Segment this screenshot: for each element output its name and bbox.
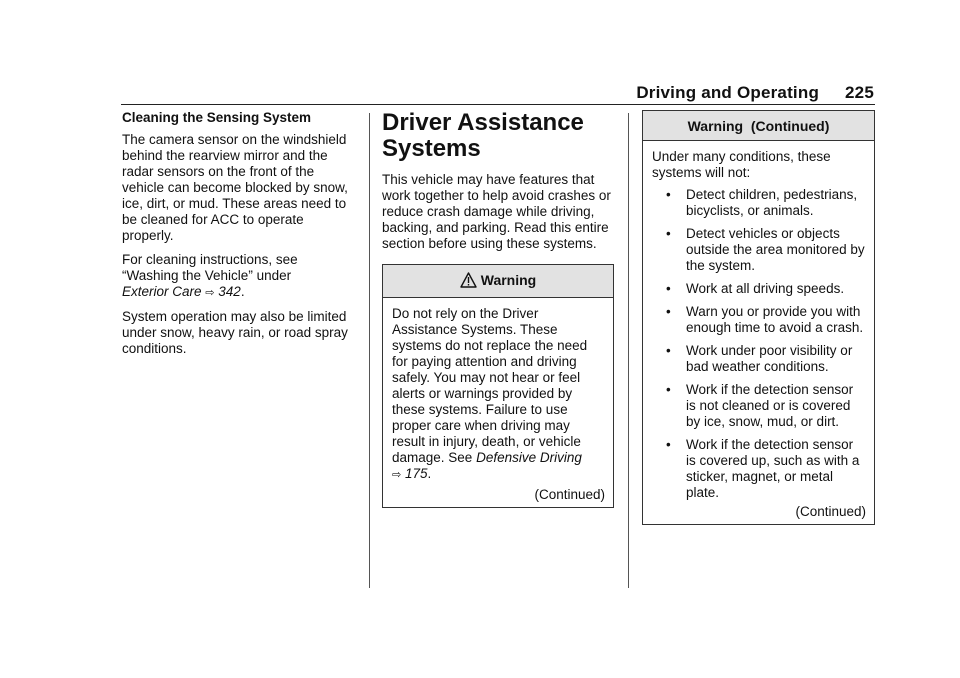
list-item (652, 382, 866, 430)
warning-continued-intro: Under many conditions, these systems will not: (652, 149, 831, 180)
page-number: 225 (845, 83, 874, 102)
xref-page-175[interactable]: 175 (404, 466, 428, 481)
bullet-icon: • (666, 343, 671, 358)
list-item-text: Detect children, pedestrians, bicyclists, or animals. (686, 187, 858, 218)
warning-triangle-icon (460, 272, 477, 291)
subheading-cleaning: Cleaning the Sensing System (122, 110, 312, 125)
bullet-icon: • (666, 304, 671, 319)
warning-body-text: Do not rely on the Driver Assistance Systems. These systems do not replace the need for paying attention and driving safely. You may not hear or feel alerts or warnings provided by these systems. Failure to use proper care when driving may result in injury, death, or vehicle damage. See (392, 306, 588, 465)
xref-defensive-driving[interactable]: Defensive Driving (476, 450, 582, 465)
list-item (652, 437, 866, 501)
cleaning-instructions-text: For cleaning instructions, see “Washing the Vehicle” under (122, 252, 298, 283)
page-arrow-icon: ⇨ (205, 287, 215, 299)
column-right (642, 110, 875, 525)
list-item-text: Work under poor visibility or bad weather conditions. (686, 343, 853, 374)
warning-continued-box (642, 110, 875, 525)
list-item (652, 187, 866, 219)
column-divider-1 (369, 113, 370, 588)
xref-exterior-care[interactable]: Exterior Care (122, 284, 202, 299)
list-item (652, 281, 866, 297)
warning-box-body (383, 298, 613, 507)
page-arrow-icon: ⇨ (392, 469, 402, 481)
warning-box (382, 264, 614, 508)
paragraph-system-limits: System operation may also be limited under snow, heavy rain, or road spray conditions. (122, 309, 348, 356)
warning-continued-header: Warning (Continued) (643, 111, 874, 141)
warning-box-header (383, 265, 613, 298)
list-item-text: Work if the detection sensor is covered up, such as with a sticker, magnet, or metal plate. (686, 437, 860, 500)
running-header (636, 83, 874, 103)
list-item (652, 343, 866, 375)
limitations-list (652, 187, 866, 501)
paragraph-camera-sensor: The camera sensor on the windshield behind the rearview mirror and the radar sensors on the front of the vehicle can become blocked by snow, ice, dirt, or mud. These areas need to be cleaned for ACC to operate properly. (122, 132, 348, 243)
header-rule (121, 104, 875, 105)
paragraph-cleaning-instructions: For cleaning instructions, see “Washing the Vehicle” under Exterior Care ⇨ 342. (122, 252, 298, 299)
list-item-text: Work at all driving speeds. (686, 281, 845, 296)
warning-continued-body (643, 141, 874, 524)
xref-page-342[interactable]: 342 (218, 284, 241, 299)
list-item-text: Warn you or provide you with enough time to avoid a crash. (686, 304, 864, 335)
column-middle (382, 110, 614, 508)
bullet-icon: • (666, 382, 671, 397)
bullet-icon: • (666, 187, 671, 202)
section-heading: Driver Assistance Systems (382, 109, 584, 162)
warning-title: Warning (480, 272, 537, 288)
paragraph-intro: This vehicle may have features that work together to help avoid crashes or reduce crash damage while driving, backing, and parking. Read this entire section before using these systems. (382, 172, 611, 251)
section-title: Driving and Operating (636, 83, 820, 102)
list-item (652, 226, 866, 274)
column-divider-2 (628, 113, 629, 588)
bullet-icon: • (666, 226, 671, 241)
list-item-text: Detect vehicles or objects outside the area monitored by the system. (686, 226, 865, 273)
continued-label: (Continued) (534, 487, 605, 502)
list-item (652, 304, 866, 336)
column-left (122, 110, 357, 365)
list-item-text: Work if the detection sensor is not cleaned or is covered by ice, snow, mud, or dirt. (686, 382, 854, 429)
continued-label: (Continued) (795, 504, 866, 519)
bullet-icon: • (666, 437, 671, 452)
bullet-icon: • (666, 281, 671, 296)
warning-text: Do not rely on the Driver Assistance Systems. These systems do not replace the need for paying attention and driving safely. You may not hear or feel alerts or warnings provided by these systems. Failure to use proper care when driving may result in injury, death, or vehicle damage. See Defensive Driving ⇨ 175. (392, 306, 588, 481)
